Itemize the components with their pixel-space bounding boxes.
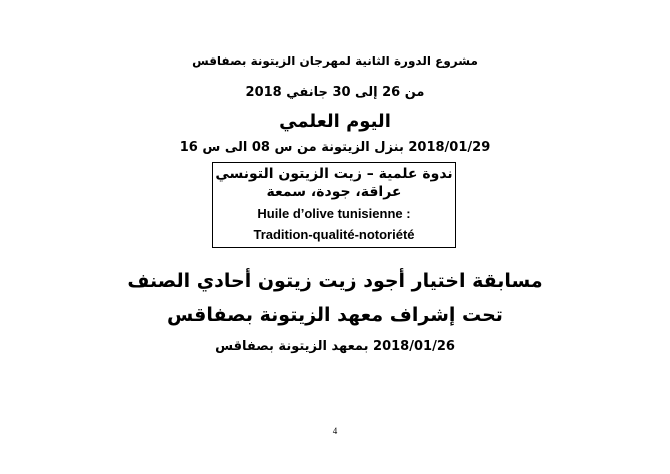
seminar-box (212, 162, 456, 248)
project-line: مشروع الدورة الثانية لمهرجان الزيتونة بصفاقس (192, 54, 478, 68)
seminar-arabic-subtitle: عراقة، جودة، سمعة (266, 184, 402, 200)
seminar-arabic-title: ندوة علمية – زيت الزيتون التونسي (215, 166, 453, 182)
day-schedule: 2018/01/29 بنزل الزيتونة من س 08 الى س 16 (179, 140, 491, 155)
seminar-french-title: Huile d’olive tunisienne : (257, 206, 411, 221)
competition-date: 2018/01/26 بمعهد الزيتونة بصفاقس (215, 339, 455, 354)
competition-title: مسابقة اختيار أجود زيت زيتون أحادي الصنف (127, 270, 543, 292)
seminar-french-subtitle: Tradition-qualité-notoriété (253, 227, 415, 242)
dates-line: من 26 إلى 30 جانفي 2018 (245, 85, 425, 100)
page-number: 4 (332, 426, 338, 436)
day-title: اليوم العلمي (279, 111, 391, 132)
competition-supervision: تحت إشراف معهد الزيتونة بصفاقس (167, 304, 503, 326)
